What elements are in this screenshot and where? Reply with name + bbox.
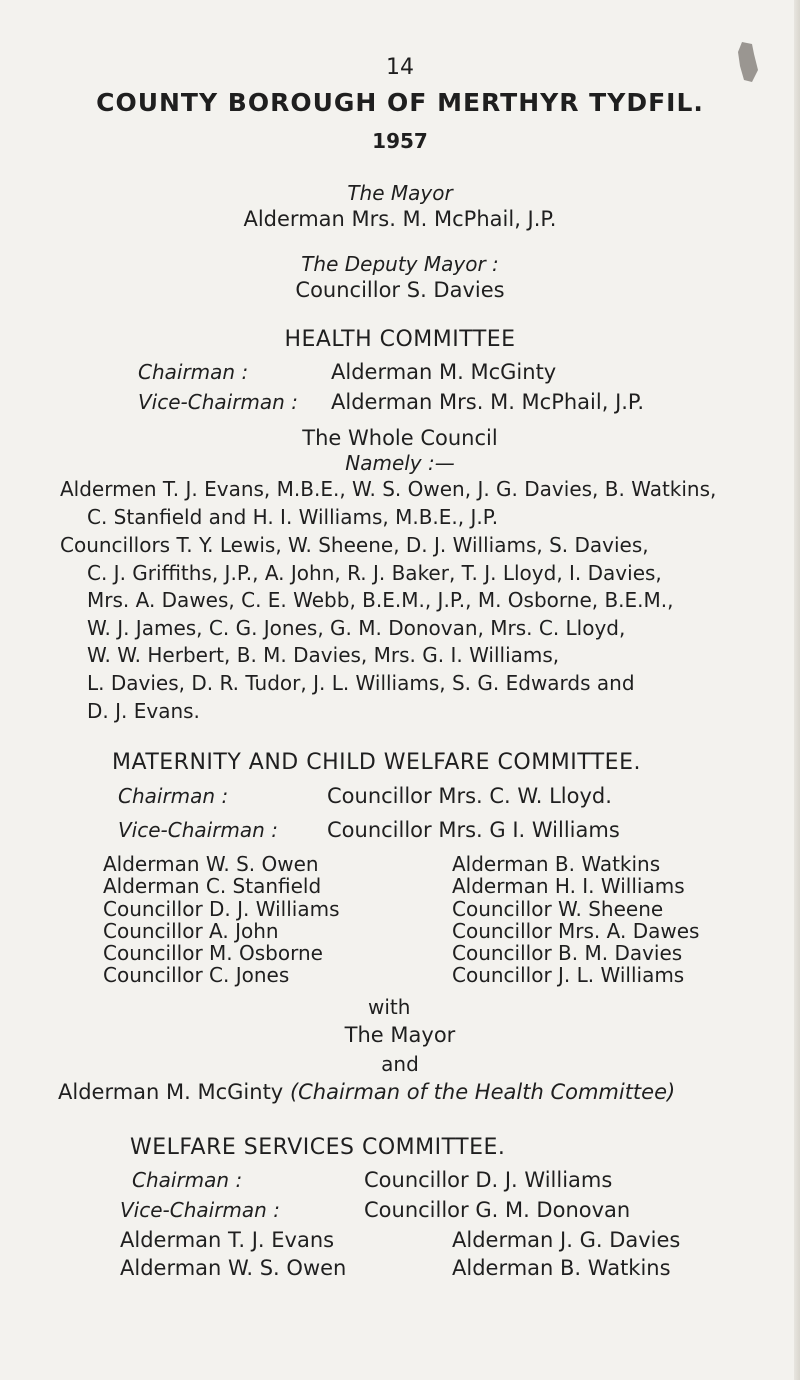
final-member-name: Alderman M. McGinty — [58, 1080, 284, 1104]
member-item: Councillor W. Sheene — [452, 896, 664, 921]
councillors-line: W. W. Herbert, B. M. Davies, Mrs. G. I. Williams, — [87, 643, 560, 668]
maternity-members-left — [103, 853, 339, 987]
member-item: Alderman B. Watkins — [452, 1256, 671, 1280]
deputy-mayor-label: The Deputy Mayor : — [301, 252, 499, 276]
member-item: Alderman H. I. Williams — [452, 874, 685, 899]
welfare-vice-chairman-label: Vice-Chairman : — [120, 1198, 280, 1222]
member-item: Councillor J. L. Williams — [452, 963, 685, 988]
health-committee-heading: HEALTH COMMITTEE — [284, 327, 516, 352]
whole-council-label: The Whole Council — [302, 426, 498, 450]
maternity-members-right — [452, 853, 699, 987]
health-vice-chairman-name: Alderman Mrs. M. McPhail, J.P. — [331, 390, 645, 414]
maternity-final-member — [58, 1080, 675, 1104]
member-item: Alderman C. Stanfield — [103, 874, 322, 899]
and-label: and — [381, 1052, 419, 1076]
member-item: Alderman B. Watkins — [452, 852, 661, 876]
deputy-mayor-name: Councillor S. Davies — [295, 278, 505, 302]
aldermen-line: Aldermen T. J. Evans, M.B.E., W. S. Owen, J. G. Davies, B. Watkins, — [60, 477, 717, 501]
member-item: Alderman J. G. Davies — [452, 1228, 681, 1252]
health-chairman-name: Alderman M. McGinty — [331, 360, 557, 384]
member-item: Alderman W. S. Owen — [120, 1256, 347, 1280]
document-year: 1957 — [372, 129, 428, 153]
member-item: Councillor C. Jones — [103, 963, 290, 988]
councillors-line: C. J. Griffiths, J.P., A. John, R. J. Baker, T. J. Lloyd, I. Davies, — [87, 560, 662, 585]
maternity-committee-heading: MATERNITY AND CHILD WELFARE COMMITTEE. — [112, 750, 641, 775]
welfare-vice-chairman-name: Councillor G. M. Donovan — [364, 1198, 631, 1222]
maternity-chairman-name: Councillor Mrs. C. W. Lloyd. — [327, 784, 612, 808]
with-label: with — [368, 995, 411, 1019]
member-item: Councillor M. Osborne — [103, 941, 323, 966]
the-mayor-label: The Mayor — [344, 1023, 456, 1047]
page-number: 14 — [386, 55, 414, 80]
welfare-chairman-name: Councillor D. J. Williams — [364, 1168, 613, 1192]
mayor-name: Alderman Mrs. M. McPhail, J.P. — [243, 207, 557, 231]
member-item: Councillor A. John — [103, 918, 279, 943]
document-title: COUNTY BOROUGH OF MERTHYR TYDFIL. — [96, 88, 704, 117]
aldermen-list — [60, 476, 750, 531]
maternity-chairman-label: Chairman : — [118, 784, 229, 808]
mayor-label: The Mayor — [347, 181, 453, 205]
member-item: Councillor D. J. Williams — [103, 896, 340, 921]
welfare-members-left — [120, 1226, 346, 1282]
aldermen-line: C. Stanfield and H. I. Williams, M.B.E., J.P. — [87, 504, 499, 529]
councillors-list — [60, 532, 750, 725]
councillors-line: Councillors T. Y. Lewis, W. Sheene, D. J. Williams, S. Davies, — [60, 533, 649, 557]
councillors-line: Mrs. A. Dawes, C. E. Webb, B.E.M., J.P., M. Osborne, B.E.M., — [87, 588, 674, 613]
health-chairman-label: Chairman : — [138, 360, 249, 384]
namely-label: Namely :— — [345, 451, 455, 475]
councillors-line: W. J. James, C. G. Jones, G. M. Donovan, Mrs. C. Lloyd, — [87, 615, 626, 640]
member-item: Councillor Mrs. A. Dawes — [452, 918, 700, 943]
member-item: Councillor B. M. Davies — [452, 941, 683, 966]
welfare-chairman-label: Chairman : — [132, 1168, 243, 1192]
maternity-vice-chairman-label: Vice-Chairman : — [118, 818, 278, 842]
final-member-note: (Chairman of the Health Committee) — [289, 1080, 676, 1104]
health-vice-chairman-label: Vice-Chairman : — [138, 390, 298, 414]
councillors-line: L. Davies, D. R. Tudor, J. L. Williams, S. G. Edwards and — [87, 670, 635, 695]
member-item: Alderman T. J. Evans — [120, 1228, 335, 1252]
member-item: Alderman W. S. Owen — [103, 852, 319, 876]
welfare-committee-heading: WELFARE SERVICES COMMITTEE. — [130, 1135, 506, 1160]
welfare-members-right — [452, 1226, 680, 1282]
councillors-line: D. J. Evans. — [87, 698, 200, 723]
maternity-vice-chairman-name: Councillor Mrs. G I. Williams — [327, 818, 620, 842]
